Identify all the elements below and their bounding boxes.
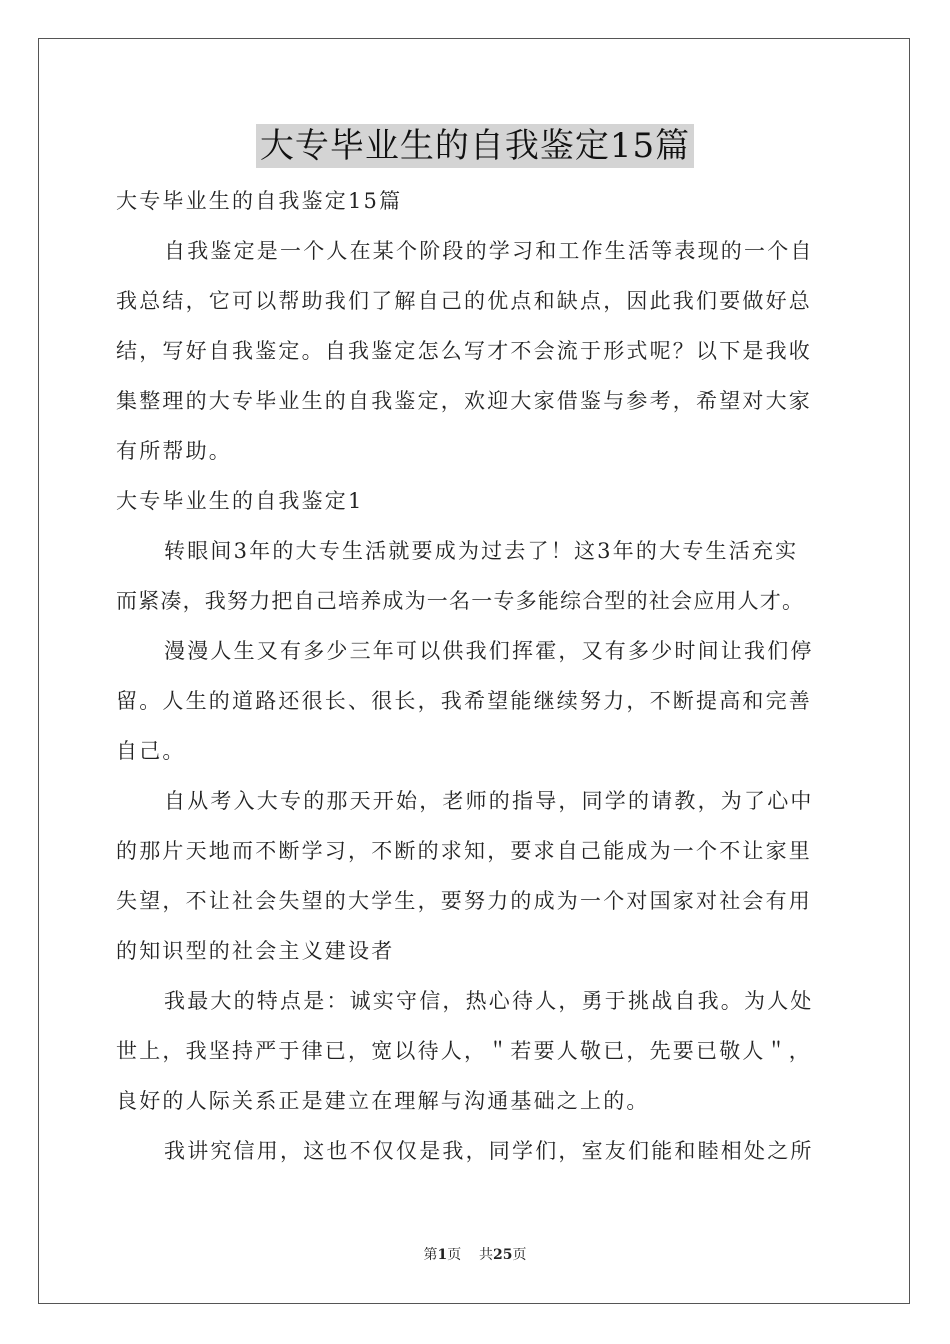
body-line: 自己。 — [116, 739, 186, 763]
body-line: 良好的人际关系正是建立在理解与沟通基础之上的。 — [116, 1089, 650, 1113]
page-prefix: 第 — [423, 1247, 438, 1263]
title-container — [0, 124, 950, 168]
total-pages: 25 — [493, 1247, 513, 1263]
page-suffix: 页 — [447, 1247, 462, 1263]
body-line: 漫漫人生又有多少三年可以供我们挥霍，又有多少时间让我们停 — [164, 639, 814, 663]
page-footer — [0, 1244, 950, 1264]
body-line: 集整理的大专毕业生的自我鉴定，欢迎大家借鉴与参考，希望对大家 — [116, 389, 812, 413]
body-line: 留。人生的道路还很长、很长，我希望能继续努力，不断提高和完善 — [116, 689, 812, 713]
body-line: 的那片天地而不断学习，不断的求知，要求自己能成为一个不让家里 — [116, 839, 812, 863]
body-line: 自我鉴定是一个人在某个阶段的学习和工作生活等表现的一个自 — [164, 239, 814, 263]
body-line: 自从考入大专的那天开始，老师的指导，同学的请教，为了心中 — [164, 789, 814, 813]
total-suffix: 页 — [512, 1247, 527, 1263]
body-line: 失望，不让社会失望的大学生，要努力的成为一个对国家对社会有用 — [116, 889, 812, 913]
document-body — [116, 176, 840, 1176]
subtitle-line: 大专毕业生的自我鉴定15篇 — [116, 189, 403, 213]
body-line: 世上，我坚持严于律已，宽以待人，＂若要人敬已，先要已敬人＂， — [116, 1039, 812, 1063]
section-heading: 大专毕业生的自我鉴定1 — [116, 489, 364, 513]
body-line: 有所帮助。 — [116, 439, 232, 463]
body-line: 我最大的特点是：诚实守信，热心待人，勇于挑战自我。为人处 — [164, 989, 814, 1013]
body-line: 我讲究信用，这也不仅仅是我，同学们，室友们能和睦相处之所 — [164, 1139, 814, 1163]
body-line: 的知识型的社会主义建设者 — [116, 939, 395, 963]
total-prefix: 共 — [479, 1247, 494, 1263]
document-title: 大专毕业生的自我鉴定15篇 — [256, 124, 694, 168]
body-line: 而紧凑，我努力把自己培养成为一名一专多能综合型的社会应用人才。 — [116, 589, 805, 613]
body-line: 结，写好自我鉴定。自我鉴定怎么写才不会流于形式呢？以下是我收 — [116, 339, 812, 363]
body-line: 转眼间3年的大专生活就要成为过去了！这3年的大专生活充实 — [164, 539, 799, 563]
page-number: 1 — [437, 1247, 448, 1263]
body-line: 我总结，它可以帮助我们了解自己的优点和缺点，因此我们要做好总 — [116, 289, 812, 313]
